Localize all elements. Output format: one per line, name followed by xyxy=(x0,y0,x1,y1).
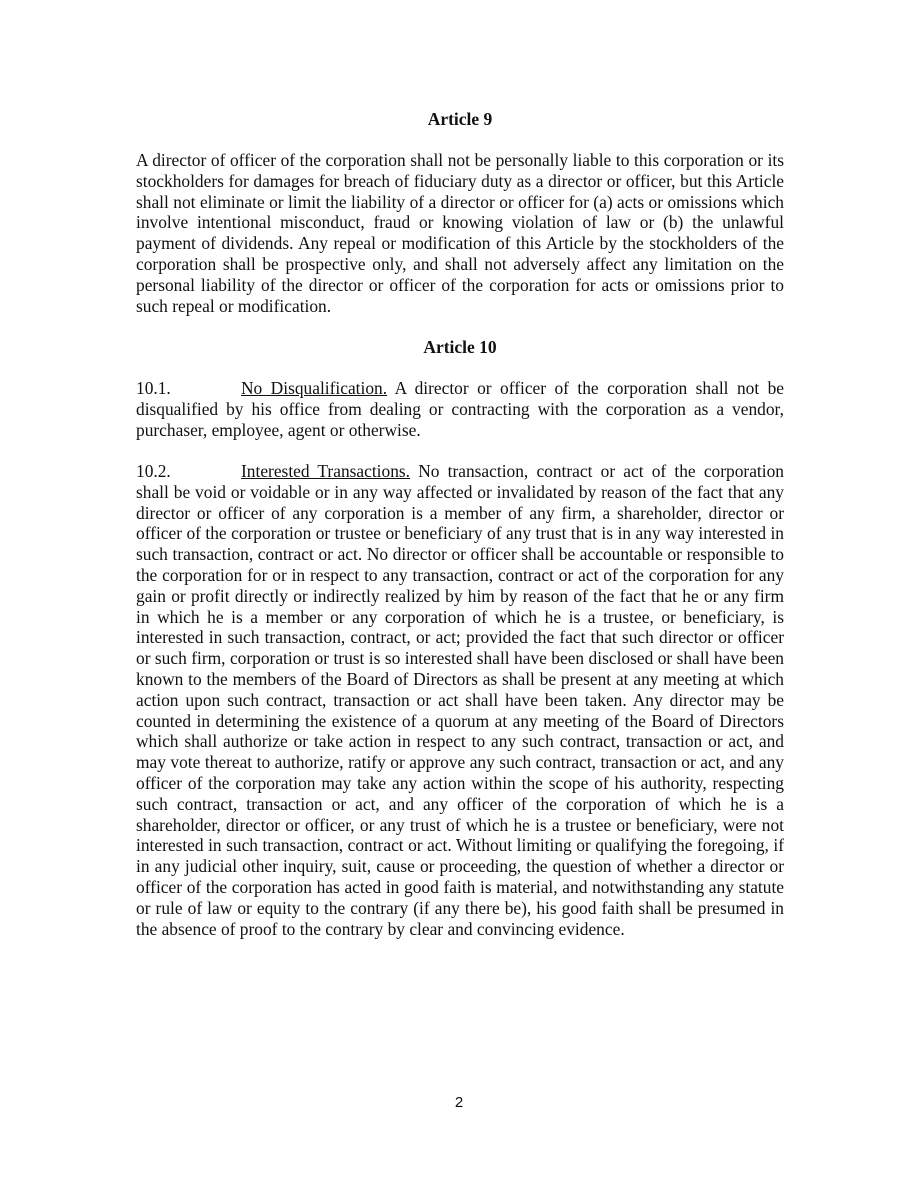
article-10-heading: Article 10 xyxy=(423,337,497,357)
section-10-2-paragraph xyxy=(136,461,784,939)
section-10-1-title: No Disqualification. xyxy=(241,378,388,398)
section-10-1-paragraph xyxy=(136,378,784,440)
page-number: 2 xyxy=(454,1094,464,1111)
section-10-2-body: No transaction, contract or act of the corporation shall be void or voidable or in any way affected or invalidated by reason of the fact that any director or officer of any corporation is a member of any firm, a shareholder, director or officer of the corporation or trustee or beneficiary of any trust that is in any way interested in such transaction, contract or act. No director or officer shall be accountable or responsible to the corporation for or in respect to any transaction, contract or act of the corporation for any gain or profit directly or indirectly realized by him by reason of the fact that he or any firm in which he is a member or any corporation of which he is a trustee, or beneficiary, is interested in such transaction, contract, or act; provided the fact that such director or officer or such firm, corporation or trust is so interested shall have been disclosed or shall have been known to the members of the Board of Directors as shall be present at any meeting at which action upon such contract, transaction or act shall have been taken. Any director may be counted in determining the existence of a quorum at any meeting of the Board of Directors which shall authorize or take action in respect to any such contract, transaction or act, and may vote thereat to authorize, ratify or approve any such contract, transaction or act, and any officer of the corporation may take any action within the scope of his authority, respecting such contract, transaction or act, and any officer of the corporation of which he is a shareholder, director or officer, or any trust of which he is a trustee or beneficiary, were not interested in such transaction, contract or act. Without limiting or qualifying the foregoing, if in any judicial other inquiry, suit, cause or proceeding, the question of whether a director or officer of the corporation has acted in good faith is material, and notwithstanding any statute or rule of law or equity to the contrary (if any there be), his good faith shall be presumed in the absence of proof to the contrary by clear and convincing evidence. xyxy=(136,461,784,939)
article-9-heading: Article 9 xyxy=(427,109,493,129)
article-9-paragraph: A director of officer of the corporation shall not be personally liable to this corporation or its stockholders for damages for breach of fiduciary duty as a director or officer, but this Article shall not eliminate or limit the liability of a director or officer for (a) acts or omissions which involve intentional misconduct, fraud or knowing violation of law or (b) the unlawful payment of dividends. Any repeal or modification of this Article by the stockholders of the corporation shall be prospective only, and shall not adversely affect any limitation on the personal liability of the director or officer of the corporation for acts or omissions prior to such repeal or modification. xyxy=(136,150,784,316)
section-10-2-number: 10.2. xyxy=(136,461,171,481)
section-10-1-number: 10.1. xyxy=(136,378,171,398)
section-10-1-body: A director or officer of the corporation shall not be disqualified by his office from dealing or contracting with the corporation as a vendor, purchaser, employee, agent or otherwise. xyxy=(136,378,785,440)
section-10-2-title: Interested Transactions. xyxy=(241,461,411,481)
